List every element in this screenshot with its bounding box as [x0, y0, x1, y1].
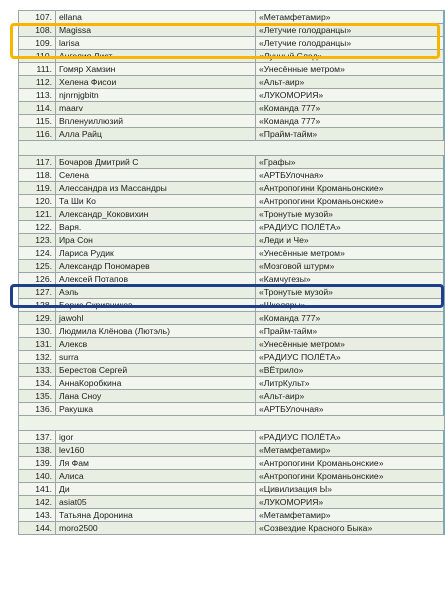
- row-number-cell: 140.: [19, 470, 56, 483]
- team-name-cell: «Антропогини Кроманьонские»: [256, 195, 445, 208]
- row-number-cell: 132.: [19, 351, 56, 364]
- row-number-cell: 120.: [19, 195, 56, 208]
- table-row: [19, 496, 445, 509]
- participant-name-cell: Лариса Рудик: [56, 247, 256, 260]
- row-number-cell: 118.: [19, 169, 56, 182]
- team-name-cell: «Альт-аир»: [256, 390, 445, 403]
- table-row: [19, 169, 445, 182]
- table-row: [19, 102, 445, 115]
- row-number-cell: 110.: [19, 50, 56, 63]
- team-name-cell: «ЛУКОМОРИЯ»: [256, 89, 445, 102]
- row-number-cell: 115.: [19, 115, 56, 128]
- table-row: [19, 50, 445, 63]
- participant-name-cell: Александр Пономарев: [56, 260, 256, 273]
- table-row: [19, 247, 445, 260]
- row-number-cell: 125.: [19, 260, 56, 273]
- row-number-cell: 143.: [19, 509, 56, 522]
- team-name-cell: «РАДИУС ПОЛЁТА»: [256, 431, 445, 444]
- participant-name-cell: Алексей Потапов: [56, 273, 256, 286]
- team-name-cell: «Летучие голодранцы»: [256, 24, 445, 37]
- table-row: [19, 377, 445, 390]
- table-row: [19, 37, 445, 50]
- participant-name-cell: Magissa: [56, 24, 256, 37]
- participant-name-cell: Селена: [56, 169, 256, 182]
- row-number-cell: 138.: [19, 444, 56, 457]
- team-name-cell: «Унесённые метром»: [256, 247, 445, 260]
- participant-name-cell: Та Ши Ко: [56, 195, 256, 208]
- participant-name-cell: ellana: [56, 11, 256, 24]
- participant-name-cell: Аэль: [56, 286, 256, 299]
- table-row: [19, 11, 445, 24]
- participant-name-cell: Варя.: [56, 221, 256, 234]
- participant-name-cell: АннаКоробкина: [56, 377, 256, 390]
- team-name-cell: «Унесённые метром»: [256, 338, 445, 351]
- row-number-cell: 141.: [19, 483, 56, 496]
- row-number-cell: 131.: [19, 338, 56, 351]
- row-number-cell: 113.: [19, 89, 56, 102]
- row-number-cell: 142.: [19, 496, 56, 509]
- team-name-cell: «Тронутые музой»: [256, 208, 445, 221]
- table-row: [19, 364, 445, 377]
- table-row: [19, 89, 445, 102]
- participant-name-cell: jawohl: [56, 312, 256, 325]
- team-name-cell: «Унесённые метром»: [256, 63, 445, 76]
- table-row: [19, 457, 445, 470]
- table-row: [19, 403, 445, 416]
- participants-table: [18, 10, 445, 535]
- table-row: [19, 286, 445, 299]
- row-number-cell: 130.: [19, 325, 56, 338]
- team-name-cell: «Метамфетамир»: [256, 509, 445, 522]
- participant-name-cell: Алла Райц: [56, 128, 256, 141]
- row-number-cell: 137.: [19, 431, 56, 444]
- team-name-cell: «Камчугезы»: [256, 273, 445, 286]
- participant-name-cell: Алессандра из Массандры: [56, 182, 256, 195]
- team-name-cell: «ЛитрКульт»: [256, 377, 445, 390]
- participant-name-cell: Людмила Клёнова (Лютэль): [56, 325, 256, 338]
- table-row: [19, 522, 445, 535]
- participant-name-cell: moro2500: [56, 522, 256, 535]
- table-row: [19, 76, 445, 89]
- table-row: [19, 390, 445, 403]
- participant-name-cell: Ди: [56, 483, 256, 496]
- table-row: [19, 24, 445, 37]
- team-name-cell: «Прайм-тайм»: [256, 128, 445, 141]
- table-row: [19, 444, 445, 457]
- row-number-cell: 124.: [19, 247, 56, 260]
- team-name-cell: «Цивилизация Ы»: [256, 483, 445, 496]
- participant-name-cell: Впленуиллюзий: [56, 115, 256, 128]
- table-row: [19, 182, 445, 195]
- table-row: [19, 312, 445, 325]
- table-row: [19, 260, 445, 273]
- participant-name-cell: Ангелия Лист: [56, 50, 256, 63]
- team-name-cell: «ВЁтрило»: [256, 364, 445, 377]
- participant-name-cell: Бочаров Дмитрий С: [56, 156, 256, 169]
- table-row: [19, 483, 445, 496]
- group-separator: [19, 141, 445, 156]
- participant-name-cell: Александр_Коковихин: [56, 208, 256, 221]
- participants-table-wrap: [18, 10, 434, 535]
- team-name-cell: «Метамфетамир»: [256, 11, 445, 24]
- table-row: [19, 325, 445, 338]
- table-row: [19, 338, 445, 351]
- group-separator: [19, 416, 445, 431]
- row-number-cell: 121.: [19, 208, 56, 221]
- row-number-cell: 114.: [19, 102, 56, 115]
- participant-name-cell: Лана Сноу: [56, 390, 256, 403]
- row-number-cell: 136.: [19, 403, 56, 416]
- row-number-cell: 112.: [19, 76, 56, 89]
- row-number-cell: 144.: [19, 522, 56, 535]
- row-number-cell: 127.: [19, 286, 56, 299]
- participant-name-cell: njnrnjgbitn: [56, 89, 256, 102]
- table-row: [19, 128, 445, 141]
- participant-name-cell: Ракушка: [56, 403, 256, 416]
- participant-name-cell: asiat05: [56, 496, 256, 509]
- row-number-cell: 135.: [19, 390, 56, 403]
- team-name-cell: «Лунный След»: [256, 50, 445, 63]
- row-number-cell: 126.: [19, 273, 56, 286]
- participants-table-body: [19, 11, 445, 535]
- team-name-cell: «Леди и Че»: [256, 234, 445, 247]
- participant-name-cell: Алексв: [56, 338, 256, 351]
- participant-name-cell: Татьяна Доронина: [56, 509, 256, 522]
- table-row: [19, 115, 445, 128]
- table-row: [19, 156, 445, 169]
- table-row: [19, 470, 445, 483]
- row-number-cell: 119.: [19, 182, 56, 195]
- team-name-cell: «Антропогини Кроманьонские»: [256, 470, 445, 483]
- team-name-cell: «Созвездие Красного Быка»: [256, 522, 445, 535]
- team-name-cell: «Антропогини Кроманьонские»: [256, 457, 445, 470]
- row-number-cell: 117.: [19, 156, 56, 169]
- participant-name-cell: maarv: [56, 102, 256, 115]
- table-row: [19, 63, 445, 76]
- table-row: [19, 273, 445, 286]
- row-number-cell: 128.: [19, 299, 56, 312]
- participant-name-cell: Ля Фам: [56, 457, 256, 470]
- row-number-cell: 116.: [19, 128, 56, 141]
- team-name-cell: «Прайм-тайм»: [256, 325, 445, 338]
- table-row: [19, 299, 445, 312]
- row-number-cell: 134.: [19, 377, 56, 390]
- team-name-cell: «Альт-аир»: [256, 76, 445, 89]
- table-row: [19, 208, 445, 221]
- row-number-cell: 111.: [19, 63, 56, 76]
- row-number-cell: 122.: [19, 221, 56, 234]
- row-number-cell: 109.: [19, 37, 56, 50]
- row-number-cell: 107.: [19, 11, 56, 24]
- participant-name-cell: larisa: [56, 37, 256, 50]
- participant-name-cell: Алиса: [56, 470, 256, 483]
- team-name-cell: «Мозговой штурм»: [256, 260, 445, 273]
- participant-name-cell: Гомяр Хамзин: [56, 63, 256, 76]
- team-name-cell: «АРТБУлочная»: [256, 403, 445, 416]
- separator-cell: [19, 141, 445, 156]
- table-row: [19, 509, 445, 522]
- row-number-cell: 123.: [19, 234, 56, 247]
- team-name-cell: «РАДИУС ПОЛЁТА»: [256, 221, 445, 234]
- team-name-cell: «Команда 777»: [256, 115, 445, 128]
- row-number-cell: 108.: [19, 24, 56, 37]
- participant-name-cell: Ира Сон: [56, 234, 256, 247]
- table-row: [19, 221, 445, 234]
- team-name-cell: «Антропогини Кроманьонские»: [256, 182, 445, 195]
- participant-name-cell: igor: [56, 431, 256, 444]
- team-name-cell: «АРТБУлочная»: [256, 169, 445, 182]
- team-name-cell: «Метамфетамир»: [256, 444, 445, 457]
- table-row: [19, 234, 445, 247]
- team-name-cell: «ЛУКОМОРИЯ»: [256, 496, 445, 509]
- team-name-cell: «Команда 777»: [256, 312, 445, 325]
- table-row: [19, 431, 445, 444]
- participant-name-cell: Борис Скрипников: [56, 299, 256, 312]
- team-name-cell: «РАДИУС ПОЛЁТА»: [256, 351, 445, 364]
- participant-name-cell: Хелена Фисои: [56, 76, 256, 89]
- participant-name-cell: Берестов Сергей: [56, 364, 256, 377]
- team-name-cell: «Летучие голодранцы»: [256, 37, 445, 50]
- team-name-cell: «Тронутые музой»: [256, 286, 445, 299]
- row-number-cell: 139.: [19, 457, 56, 470]
- participant-name-cell: lev160: [56, 444, 256, 457]
- team-name-cell: «Графы»: [256, 156, 445, 169]
- table-row: [19, 351, 445, 364]
- team-name-cell: «Школяры»: [256, 299, 445, 312]
- separator-cell: [19, 416, 445, 431]
- participant-name-cell: surra: [56, 351, 256, 364]
- row-number-cell: 129.: [19, 312, 56, 325]
- row-number-cell: 133.: [19, 364, 56, 377]
- team-name-cell: «Команда 777»: [256, 102, 445, 115]
- table-row: [19, 195, 445, 208]
